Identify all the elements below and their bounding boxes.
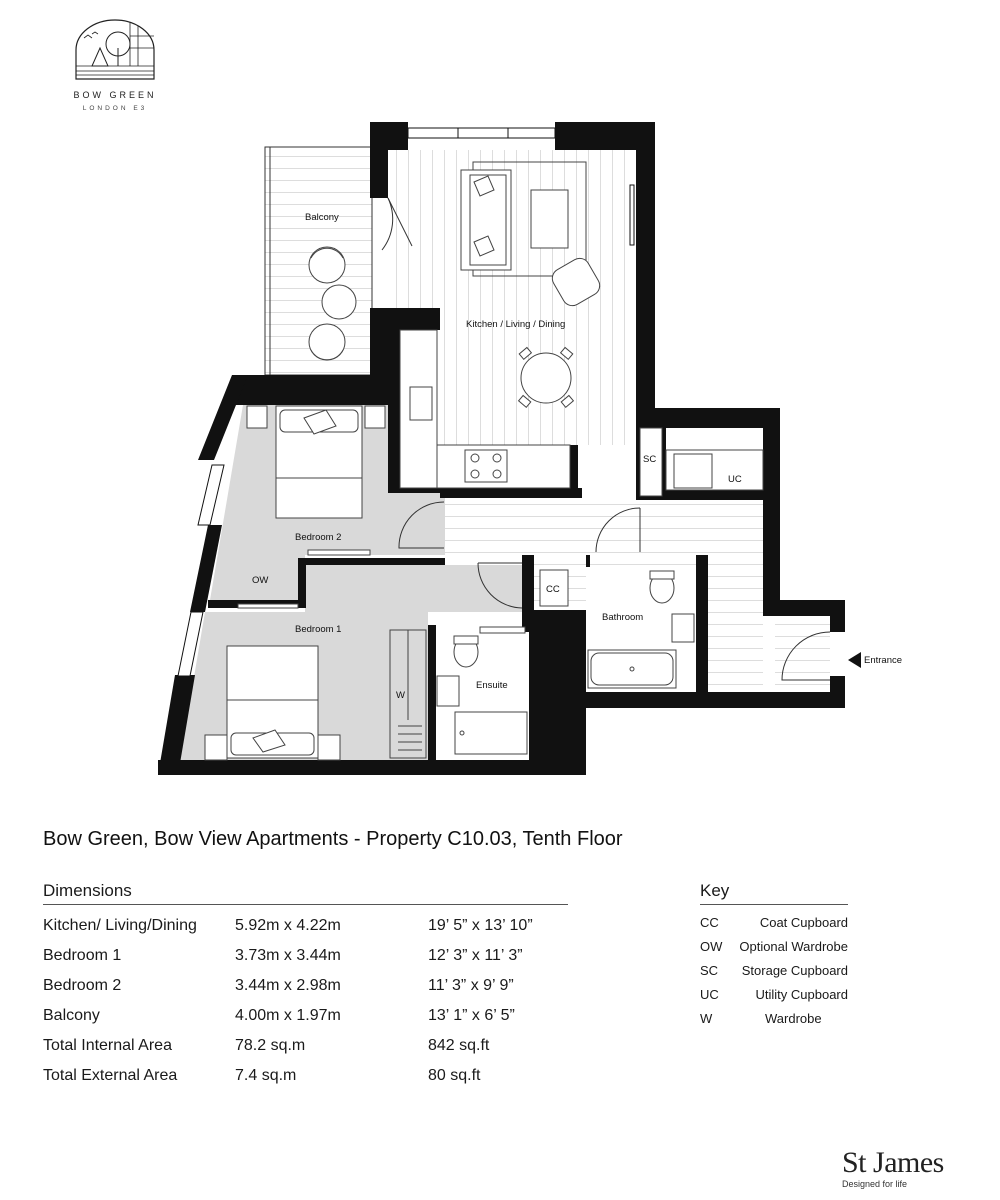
room-label-kitchen: Kitchen / Living / Dining (466, 319, 566, 330)
list-item (700, 1006, 848, 1030)
room-label-uc: UC (728, 474, 742, 485)
dimension-imperial: 80 sq.ft (428, 1067, 481, 1084)
dimension-room: Bedroom 2 (43, 977, 122, 994)
key-label: Coat Cupboard (759, 914, 848, 930)
logo-location: LONDON E3 (82, 105, 148, 112)
room-label-ow: OW (252, 575, 269, 586)
key-code: OW (700, 938, 723, 954)
key-label: Storage Cupboard (741, 962, 848, 978)
dimension-metric: 5.92m x 4.22m (235, 917, 341, 934)
key-section (700, 881, 848, 1030)
room-label-ensuite: Ensuite (476, 680, 508, 691)
dimension-room: Balcony (43, 1007, 100, 1024)
brand-tagline: Designed for life (842, 1179, 908, 1189)
key-label: Wardrobe (765, 1010, 822, 1026)
room-label-bedroom-1: Bedroom 1 (295, 624, 342, 635)
list-item (700, 910, 848, 934)
table-row (43, 911, 533, 941)
dimensions-heading: Dimensions (43, 881, 568, 905)
dimension-imperial: 11’ 3” x 9’ 9” (428, 977, 514, 994)
dimension-imperial: 13’ 1” x 6’ 5” (428, 1007, 515, 1024)
key-heading: Key (700, 881, 848, 905)
room-label-entrance: Entrance (864, 655, 903, 666)
dimension-room: Total External Area (43, 1067, 178, 1084)
dimension-metric: 7.4 sq.m (235, 1067, 297, 1084)
entrance-lobby-floor (775, 616, 830, 694)
room-label-balcony: Balcony (305, 212, 339, 223)
key-code: SC (700, 962, 719, 978)
dimension-imperial: 12’ 3” x 11’ 3” (428, 947, 523, 964)
dimension-metric: 3.73m x 3.44m (235, 947, 341, 964)
st-james-logo (842, 1148, 960, 1189)
dimensions-section (43, 881, 568, 1091)
table-row (43, 1031, 533, 1061)
table-row (43, 1061, 533, 1091)
room-label-cc: CC (546, 584, 560, 595)
table-row (43, 941, 533, 971)
dimension-room: Total Internal Area (43, 1037, 172, 1054)
list-item (700, 934, 848, 958)
logo-name: BOW GREEN (73, 90, 157, 100)
table-row (43, 1001, 533, 1031)
key-list (700, 910, 848, 1030)
key-code: UC (700, 986, 719, 1002)
room-label-w: W (396, 690, 405, 701)
key-code: CC (700, 914, 719, 930)
room-label-sc: SC (643, 454, 657, 465)
room-label-bedroom-2: Bedroom 2 (295, 532, 342, 543)
dimensions-table (43, 911, 533, 1091)
brand-name: St James (842, 1146, 944, 1179)
entrance-arrow-icon (848, 652, 861, 668)
property-title: Bow Green, Bow View Apartments - Property C10.03, Tenth Floor (43, 828, 623, 850)
dimension-metric: 3.44m x 2.98m (235, 977, 341, 994)
key-code: W (700, 1010, 713, 1026)
dimension-imperial: 842 sq.ft (428, 1037, 490, 1054)
list-item (700, 982, 848, 1006)
dimension-metric: 4.00m x 1.97m (235, 1007, 341, 1024)
key-label: Optional Wardrobe (739, 938, 848, 954)
dimension-imperial: 19’ 5” x 13’ 10” (428, 917, 533, 934)
dimension-room: Kitchen/ Living/Dining (43, 917, 197, 934)
dimension-metric: 78.2 sq.m (235, 1037, 306, 1054)
key-label: Utility Cupboard (755, 986, 848, 1002)
dimension-room: Bedroom 1 (43, 947, 122, 964)
room-label-bathroom: Bathroom (602, 612, 644, 623)
table-row (43, 971, 533, 1001)
list-item (700, 958, 848, 982)
